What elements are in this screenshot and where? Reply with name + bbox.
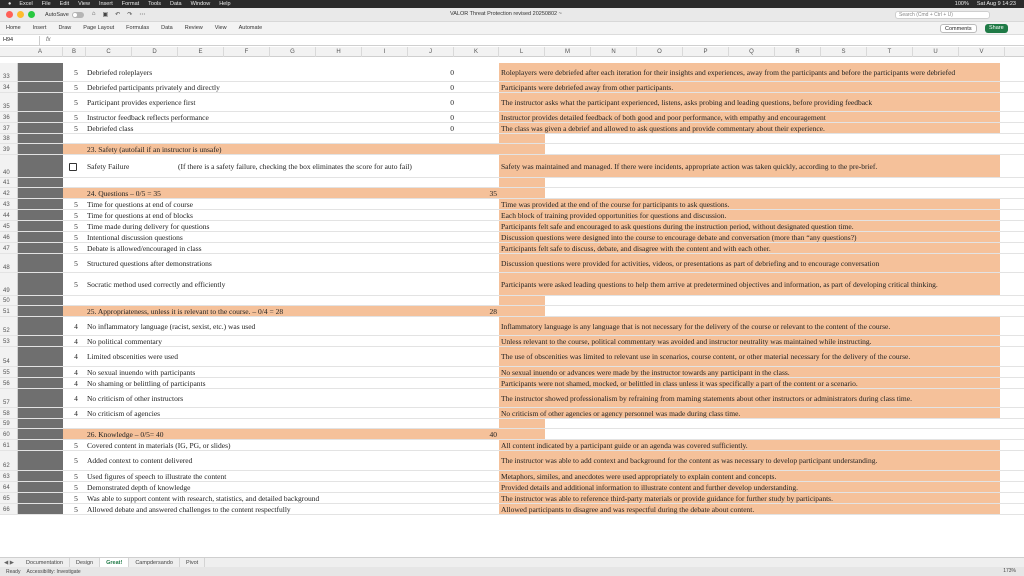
description-cell[interactable]: The class was given a debrief and allowed to ask questions and provide commentary about their experience. bbox=[499, 123, 1000, 133]
section-desc-cell bbox=[499, 144, 545, 154]
dark-fill-cell bbox=[18, 210, 63, 220]
dark-fill-cell bbox=[18, 63, 63, 81]
column-header-s[interactable]: S bbox=[821, 47, 867, 57]
description-cell[interactable]: The instructor showed professionalism by refraining from maming statements about other instructors or administrators during class time. bbox=[499, 389, 1000, 407]
column-header-v[interactable]: V bbox=[959, 47, 1005, 57]
menu-item-window[interactable]: Window bbox=[190, 1, 211, 7]
table-row[interactable] bbox=[0, 123, 1024, 134]
ribbon-tab-page-layout[interactable]: Page Layout bbox=[83, 25, 115, 31]
battery-status[interactable]: 100% bbox=[954, 1, 969, 7]
dark-fill-cell bbox=[18, 144, 63, 154]
safety-note: (If there is a safety failure, checking the box eliminates the score for auto fail) bbox=[178, 161, 412, 171]
sheet-tab-great[interactable]: Great! bbox=[100, 558, 129, 568]
row-header-51[interactable]: 51 bbox=[0, 306, 18, 316]
menu-item-excel[interactable]: Excel bbox=[19, 1, 33, 7]
dark-fill-cell bbox=[18, 419, 63, 428]
sheet-tab-documentation[interactable]: Documentation bbox=[20, 558, 70, 568]
dark-fill-cell bbox=[18, 306, 63, 316]
dark-fill-cell bbox=[18, 155, 63, 177]
dark-fill-cell bbox=[18, 93, 63, 111]
column-header-i[interactable]: I bbox=[362, 47, 408, 57]
table-row[interactable] bbox=[0, 408, 1024, 419]
dark-fill-cell bbox=[18, 440, 63, 450]
column-header-q[interactable]: Q bbox=[729, 47, 775, 57]
score-cell[interactable]: 4 bbox=[74, 367, 78, 377]
ribbon-tab-formulas[interactable]: Formulas bbox=[126, 25, 150, 31]
score-cell[interactable]: 5 bbox=[74, 482, 78, 492]
table-row[interactable] bbox=[0, 199, 1024, 210]
description-cell[interactable]: Instructor provides detailed feedback of both good and poor performance, with empathy and encouragement bbox=[499, 112, 1000, 122]
menu-item-tools[interactable]: Tools bbox=[148, 1, 161, 7]
row-header-56[interactable]: 56 bbox=[0, 378, 18, 388]
row-header-49[interactable]: 49 bbox=[0, 273, 18, 295]
table-row[interactable] bbox=[0, 178, 1024, 188]
search-input[interactable]: Search (Cmd + Ctrl + U) bbox=[895, 11, 990, 19]
description-cell[interactable]: No sexual inuendo or advances were made by the instructor towards any participant in the class. bbox=[499, 367, 1000, 377]
blank-desc-cell bbox=[499, 178, 545, 187]
sheet-tab-campdersando[interactable]: Campdersando bbox=[129, 558, 180, 568]
clock[interactable]: Sat Aug 9 14:23 bbox=[976, 1, 1016, 7]
apple-menu-icon[interactable]: ● bbox=[8, 1, 12, 7]
score-cell[interactable]: 5 bbox=[74, 471, 78, 481]
section-title: 24. Questions – 0/5 = 35 bbox=[87, 188, 161, 198]
row-header-57[interactable]: 57 bbox=[0, 389, 18, 407]
section-desc-cell bbox=[499, 188, 545, 198]
row-header-43[interactable]: 43 bbox=[0, 199, 18, 209]
description-cell[interactable]: Provided details and additional information to illustrate content and further develop understanding. bbox=[499, 482, 1000, 492]
description-cell[interactable]: The use of obscenities was limited to relevant use in scenarios, course content, or other material necessary for the delivery of the course. bbox=[499, 347, 1000, 366]
column-header-j[interactable]: J bbox=[408, 47, 454, 57]
row-header-34[interactable]: 34 bbox=[0, 82, 18, 92]
sheet-tab-design[interactable]: Design bbox=[70, 558, 100, 568]
menu-item-edit[interactable]: Edit bbox=[59, 1, 70, 7]
table-row[interactable] bbox=[0, 243, 1024, 254]
ribbon-tab-home[interactable]: Home bbox=[6, 25, 21, 31]
row-header-47[interactable]: 47 bbox=[0, 243, 18, 253]
dark-fill-cell bbox=[18, 378, 63, 388]
criteria-cell[interactable]: Added context to content delivered bbox=[87, 456, 193, 465]
zero-score-cell[interactable]: 0 bbox=[450, 97, 454, 107]
table-row[interactable] bbox=[0, 378, 1024, 389]
criteria-cell[interactable]: Participant provides experience first bbox=[87, 97, 196, 107]
table-row[interactable] bbox=[0, 221, 1024, 232]
criteria-cell[interactable]: Socratic method used correctly and efficiently bbox=[87, 279, 226, 289]
criteria-cell[interactable]: Debriefed roleplayers bbox=[87, 67, 153, 77]
criteria-cell[interactable]: Allowed debate and answered challenges to the content respectfully bbox=[87, 504, 291, 514]
column-header-e[interactable]: E bbox=[178, 47, 224, 57]
score-cell[interactable]: 5 bbox=[74, 440, 78, 450]
criteria-cell[interactable]: Time for questions at end of blocks bbox=[87, 210, 193, 220]
section-title: 25. Appropriateness, unless it is relevant to the course. – 0/4 = 28 bbox=[87, 306, 284, 316]
description-cell[interactable]: Discussion questions were provided for activities, videos, or presentations as part of debriefing and to encourage conversation bbox=[499, 254, 1000, 272]
criteria-cell[interactable]: No political commentary bbox=[87, 336, 162, 346]
table-row[interactable] bbox=[0, 347, 1024, 367]
section-header[interactable] bbox=[63, 429, 499, 439]
score-cell[interactable]: 4 bbox=[74, 336, 78, 346]
description-cell[interactable]: Discussion questions were designed into the course to encourage debate and conversation (more than “any questions?) bbox=[499, 232, 1000, 242]
dark-fill-cell bbox=[18, 408, 63, 418]
dark-fill-cell bbox=[18, 254, 63, 272]
section-header[interactable] bbox=[63, 188, 499, 198]
zero-score-cell[interactable]: 0 bbox=[450, 123, 454, 133]
home-icon[interactable]: ⌂ bbox=[91, 11, 96, 17]
dark-fill-cell bbox=[18, 243, 63, 253]
share-button[interactable]: Share bbox=[985, 24, 1008, 33]
row-header-46[interactable]: 46 bbox=[0, 232, 18, 242]
column-headers bbox=[0, 47, 1024, 57]
table-row[interactable] bbox=[0, 296, 1024, 306]
formula-bar bbox=[0, 35, 1024, 46]
table-row[interactable] bbox=[0, 134, 1024, 144]
row-header-35[interactable]: 35 bbox=[0, 93, 18, 111]
autosave-label: AutoSave bbox=[45, 11, 69, 18]
dark-fill-cell bbox=[18, 451, 63, 470]
dark-fill-cell bbox=[18, 188, 63, 198]
ribbon-tab-automate[interactable]: Automate bbox=[238, 25, 263, 31]
criteria-cell[interactable]: Limited obscenities were used bbox=[87, 352, 179, 361]
description-cell[interactable]: Allowed participants to disagree and was respectful during the debate about content. bbox=[499, 504, 1000, 514]
table-row[interactable] bbox=[0, 389, 1024, 408]
description-cell[interactable]: Participants felt safe and encouraged to ask questions during the instruction period, without designated question time. bbox=[499, 221, 1000, 231]
description-cell[interactable]: The instructor was able to reference third-party materials or provide guidance for further study by participants. bbox=[499, 493, 1000, 503]
blank-desc-cell bbox=[499, 296, 545, 305]
score-cell[interactable]: 4 bbox=[74, 321, 78, 331]
dark-fill-cell bbox=[18, 336, 63, 346]
score-cell[interactable]: 5 bbox=[74, 123, 78, 133]
table-row[interactable] bbox=[0, 144, 1024, 155]
table-row[interactable] bbox=[0, 210, 1024, 221]
ribbon-tab-draw[interactable]: Draw bbox=[58, 25, 72, 31]
score-cell[interactable]: 5 bbox=[74, 199, 78, 209]
table-row[interactable] bbox=[0, 471, 1024, 482]
table-row[interactable] bbox=[0, 429, 1024, 440]
description-cell[interactable]: The instructor was able to add context and background for the content as was necessary to develop participant understanding. bbox=[499, 451, 1000, 470]
table-row[interactable] bbox=[0, 254, 1024, 273]
undo-icon[interactable]: ↶ bbox=[115, 12, 121, 18]
score-cell[interactable]: 4 bbox=[74, 352, 78, 361]
dark-fill-cell bbox=[18, 82, 63, 92]
zoom-window-button[interactable] bbox=[28, 11, 35, 18]
row-header-37[interactable]: 37 bbox=[0, 123, 18, 133]
section-desc-cell bbox=[499, 306, 545, 316]
description-cell[interactable]: Unless relevant to the course, political commentary was avoided and instructor neutrality was maintained while instructing. bbox=[499, 336, 1000, 346]
table-row[interactable] bbox=[0, 155, 1024, 178]
ribbon-tab-view[interactable]: View bbox=[214, 25, 227, 31]
row-header-45[interactable]: 45 bbox=[0, 221, 18, 231]
score-cell[interactable]: 5 bbox=[74, 504, 78, 514]
row-header-52[interactable]: 52 bbox=[0, 317, 18, 335]
menu-item-format[interactable]: Format bbox=[121, 1, 140, 7]
row-header-40[interactable]: 40 bbox=[0, 155, 18, 177]
row-header-54[interactable]: 54 bbox=[0, 347, 18, 366]
dark-fill-cell bbox=[18, 232, 63, 242]
score-cell[interactable]: 5 bbox=[74, 112, 78, 122]
ribbon-tab-review[interactable]: Review bbox=[184, 25, 203, 31]
comments-button[interactable]: Comments bbox=[940, 24, 977, 33]
column-header-d[interactable]: D bbox=[132, 47, 178, 57]
row-header-33[interactable]: 33 bbox=[0, 63, 18, 81]
row-header-59[interactable]: 59 bbox=[0, 419, 18, 428]
dark-fill-cell bbox=[18, 504, 63, 514]
row-header-53[interactable]: 53 bbox=[0, 336, 18, 346]
section-total: 28 bbox=[489, 306, 497, 316]
column-header-p[interactable]: P bbox=[683, 47, 729, 57]
blank-desc-cell bbox=[499, 419, 545, 428]
description-cell[interactable]: All content indicated by a participant guide or an agenda was covered sufficiently. bbox=[499, 440, 1000, 450]
menu-item-insert[interactable]: Insert bbox=[98, 1, 113, 7]
description-cell[interactable]: Each block of training provided opportunities for questions and discussion. bbox=[499, 210, 1000, 220]
dark-fill-cell bbox=[18, 493, 63, 503]
column-header-b[interactable]: B bbox=[63, 47, 86, 57]
description-cell[interactable]: Metaphors, similes, and anecdotes were used appropriately to explain content and concepts. bbox=[499, 471, 1000, 481]
table-row[interactable] bbox=[0, 82, 1024, 93]
save-icon[interactable]: ▣ bbox=[102, 12, 109, 18]
row-header-60[interactable]: 60 bbox=[0, 429, 18, 439]
status-bar bbox=[0, 567, 1024, 576]
description-cell[interactable]: Participants were not shamed, mocked, or belittled in class unless it was specifically a part of the content or a scenario. bbox=[499, 378, 1000, 388]
table-row[interactable] bbox=[0, 482, 1024, 493]
description-cell[interactable]: No criticism of other agencies or agency personnel was made during class time. bbox=[499, 408, 1000, 418]
sheet-tab-pivot[interactable]: Pivot bbox=[180, 558, 205, 568]
criteria-cell[interactable]: Debriefed participants privately and directly bbox=[87, 82, 220, 92]
menu-item-file[interactable]: File bbox=[41, 1, 51, 7]
score-cell[interactable]: 4 bbox=[74, 378, 78, 388]
table-row[interactable] bbox=[0, 367, 1024, 378]
table-row[interactable] bbox=[0, 317, 1024, 336]
row-header-48[interactable]: 48 bbox=[0, 254, 18, 272]
section-desc-cell bbox=[499, 429, 545, 439]
row-header-50[interactable]: 50 bbox=[0, 296, 18, 305]
score-cell[interactable]: 5 bbox=[74, 210, 78, 220]
more-icon[interactable]: ⋯ bbox=[139, 12, 146, 18]
minimize-window-button[interactable] bbox=[17, 11, 24, 18]
section-header[interactable] bbox=[63, 144, 499, 154]
score-cell[interactable]: 5 bbox=[74, 456, 78, 465]
score-cell[interactable]: 5 bbox=[74, 221, 78, 231]
score-cell[interactable]: 5 bbox=[74, 232, 78, 242]
autosave-toggle[interactable] bbox=[72, 12, 84, 18]
score-cell[interactable]: 5 bbox=[74, 97, 78, 107]
description-cell[interactable]: Participants felt safe to discuss, debate, and disagree with the content and with each other. bbox=[499, 243, 1000, 253]
criteria-cell[interactable]: Intentional discussion questions bbox=[87, 232, 183, 242]
autosave-control[interactable] bbox=[45, 12, 84, 18]
dark-fill-cell bbox=[18, 471, 63, 481]
score-cell[interactable]: 5 bbox=[74, 493, 78, 503]
dark-fill-cell bbox=[18, 389, 63, 407]
zero-score-cell[interactable]: 0 bbox=[450, 112, 454, 122]
row-header-38[interactable]: 38 bbox=[0, 134, 18, 143]
zero-score-cell[interactable]: 0 bbox=[450, 82, 454, 92]
ribbon-tab-insert[interactable]: Insert bbox=[32, 25, 47, 31]
column-header-g[interactable]: G bbox=[270, 47, 316, 57]
dark-fill-cell bbox=[18, 123, 63, 133]
menu-item-data[interactable]: Data bbox=[170, 1, 182, 7]
ribbon-tab-data[interactable]: Data bbox=[161, 25, 173, 31]
macos-menu-bar bbox=[0, 0, 1024, 8]
score-cell[interactable]: 5 bbox=[74, 258, 78, 268]
column-header-h[interactable]: H bbox=[316, 47, 362, 57]
table-row[interactable] bbox=[0, 273, 1024, 296]
row-header-42[interactable]: 42 bbox=[0, 188, 18, 198]
row-header-61[interactable]: 61 bbox=[0, 440, 18, 450]
section-total: 40 bbox=[489, 429, 497, 439]
menu-item-view[interactable]: View bbox=[78, 1, 90, 7]
dark-fill-cell bbox=[18, 178, 63, 187]
document-title: VALOR Threat Protection revised 20250802 ~ bbox=[450, 11, 562, 17]
column-header-m[interactable]: M bbox=[545, 47, 591, 57]
column-header-f[interactable]: F bbox=[224, 47, 270, 57]
criteria-cell[interactable]: Demonstrated depth of knowledge bbox=[87, 482, 191, 492]
criteria-cell[interactable]: No criticism of agencies bbox=[87, 408, 161, 418]
row-header-65[interactable]: 65 bbox=[0, 493, 18, 503]
criteria-cell[interactable]: Used figures of speech to illustrate the content bbox=[87, 471, 227, 481]
row-header-36[interactable]: 36 bbox=[0, 112, 18, 122]
section-title: 26. Knowledge – 0/5= 40 bbox=[87, 429, 164, 439]
table-row[interactable] bbox=[0, 419, 1024, 429]
zero-score-cell[interactable]: 0 bbox=[450, 67, 454, 77]
accessibility-status[interactable]: Accessibility: Investigate bbox=[26, 568, 81, 575]
row-header-58[interactable]: 58 bbox=[0, 408, 18, 418]
criteria-cell[interactable]: Covered content in materials (IG, PG, or slides) bbox=[87, 440, 231, 450]
ready-status: Ready bbox=[6, 568, 21, 575]
redo-icon[interactable]: ↷ bbox=[127, 12, 133, 18]
column-header-n[interactable]: N bbox=[591, 47, 637, 57]
column-header-o[interactable]: O bbox=[637, 47, 683, 57]
criteria-cell[interactable]: Instructor feedback reflects performance bbox=[87, 112, 209, 122]
table-row[interactable] bbox=[0, 504, 1024, 515]
criteria-cell[interactable]: Was able to support content with research, statistics, and detailed background bbox=[87, 493, 320, 503]
sheet-tabs-bar bbox=[0, 557, 1024, 567]
criteria-cell[interactable]: Time made during delivery for questions bbox=[87, 221, 210, 231]
description-cell[interactable]: Time was provided at the end of the course for participants to ask questions. bbox=[499, 199, 1000, 209]
criteria-cell[interactable]: Time for questions at end of course bbox=[87, 199, 193, 209]
column-header-u[interactable]: U bbox=[913, 47, 959, 57]
section-header[interactable] bbox=[63, 306, 499, 316]
score-cell[interactable]: 5 bbox=[74, 279, 78, 289]
dark-fill-cell bbox=[18, 296, 63, 305]
row-header-63[interactable]: 63 bbox=[0, 471, 18, 481]
dark-fill-cell bbox=[18, 134, 63, 143]
spreadsheet-grid[interactable] bbox=[0, 57, 1024, 557]
name-box[interactable]: H94 bbox=[0, 36, 40, 45]
dark-fill-cell bbox=[18, 221, 63, 231]
description-cell[interactable]: Participants were asked leading questions to help them arrive at predetermined objectives and information, as part of developing critical thinking. bbox=[499, 273, 1000, 295]
section-title: 23. Safety (autofail if an instructor is unsafe) bbox=[87, 144, 222, 154]
row-header-39[interactable]: 39 bbox=[0, 144, 18, 154]
dark-fill-cell bbox=[18, 199, 63, 209]
window-title-bar bbox=[0, 8, 1024, 22]
score-cell[interactable]: 5 bbox=[74, 67, 78, 77]
score-cell[interactable]: 5 bbox=[74, 243, 78, 253]
table-row[interactable] bbox=[0, 336, 1024, 347]
dark-fill-cell bbox=[18, 273, 63, 295]
ribbon-tabs bbox=[0, 22, 1024, 35]
column-header-l[interactable]: L bbox=[499, 47, 545, 57]
zoom-level[interactable]: 173% bbox=[1003, 568, 1016, 574]
criteria-cell[interactable]: Debriefed class bbox=[87, 123, 134, 133]
score-cell[interactable]: 4 bbox=[74, 408, 78, 418]
close-window-button[interactable] bbox=[6, 11, 13, 18]
sheet-nav-arrows-icon[interactable]: ◀ ▶ bbox=[4, 559, 14, 566]
function-icon[interactable]: fx bbox=[46, 37, 51, 43]
criteria-cell[interactable]: No shaming or belittling of participants bbox=[87, 378, 206, 388]
dark-fill-cell bbox=[18, 367, 63, 377]
row-header-41[interactable]: 41 bbox=[0, 178, 18, 187]
table-row[interactable] bbox=[0, 63, 1024, 82]
safety-failure-label: Safety Failure bbox=[87, 161, 130, 171]
section-total: 35 bbox=[489, 188, 497, 198]
dark-fill-cell bbox=[18, 317, 63, 335]
table-row[interactable] bbox=[0, 93, 1024, 112]
criteria-cell[interactable]: No sexual inuendo with participants bbox=[87, 367, 196, 377]
dark-fill-cell bbox=[18, 482, 63, 492]
score-cell[interactable]: 4 bbox=[74, 393, 78, 403]
dark-fill-cell bbox=[18, 347, 63, 366]
row-header-64[interactable]: 64 bbox=[0, 482, 18, 492]
menu-item-help[interactable]: Help bbox=[219, 1, 231, 7]
dark-fill-cell bbox=[18, 429, 63, 439]
table-row[interactable] bbox=[0, 451, 1024, 471]
criteria-cell[interactable]: Structured questions after demonstrations bbox=[87, 258, 212, 268]
table-row[interactable] bbox=[0, 112, 1024, 123]
column-header-r[interactable]: R bbox=[775, 47, 821, 57]
column-header-t[interactable]: T bbox=[867, 47, 913, 57]
row-header-62[interactable]: 62 bbox=[0, 451, 18, 470]
blank-desc-cell bbox=[499, 134, 545, 143]
row-header-55[interactable]: 55 bbox=[0, 367, 18, 377]
row-header-44[interactable]: 44 bbox=[0, 210, 18, 220]
description-cell[interactable]: Roleplayers were debriefed after each iteration for their insights and experiences, away from the participants and before the participants were debriefed bbox=[499, 63, 1000, 81]
table-row[interactable] bbox=[0, 306, 1024, 317]
description-cell[interactable]: The instructor asks what the participant experienced, listens, asks probing and leading questions, before providing feedback bbox=[499, 93, 1000, 111]
column-header-a[interactable]: A bbox=[18, 47, 63, 57]
table-row[interactable] bbox=[0, 188, 1024, 199]
criteria-cell[interactable]: No inflammatory language (racist, sexist, etc.) was used bbox=[87, 321, 256, 331]
table-row[interactable] bbox=[0, 440, 1024, 451]
score-cell[interactable]: 5 bbox=[74, 82, 78, 92]
column-header-c[interactable]: C bbox=[86, 47, 132, 57]
safety-failure-checkbox[interactable] bbox=[69, 163, 77, 171]
description-cell[interactable]: Safety was maintained and managed. If there were incidents, appropriate action was taken quickly, according to the pre-brief. bbox=[499, 155, 1000, 177]
table-row[interactable] bbox=[0, 493, 1024, 504]
table-row[interactable] bbox=[0, 232, 1024, 243]
description-cell[interactable]: Inflammatory language is any language that is not necessary for the delivery of the course or relevant to the content of the course. bbox=[499, 317, 1000, 335]
column-header-k[interactable]: K bbox=[454, 47, 499, 57]
criteria-cell[interactable]: Debate is allowed/encouraged in class bbox=[87, 243, 202, 253]
criteria-cell[interactable]: No criticism of other instructors bbox=[87, 393, 184, 403]
dark-fill-cell bbox=[18, 112, 63, 122]
row-header-66[interactable]: 66 bbox=[0, 504, 18, 514]
description-cell[interactable]: Participants were debriefed away from other participants. bbox=[499, 82, 1000, 92]
